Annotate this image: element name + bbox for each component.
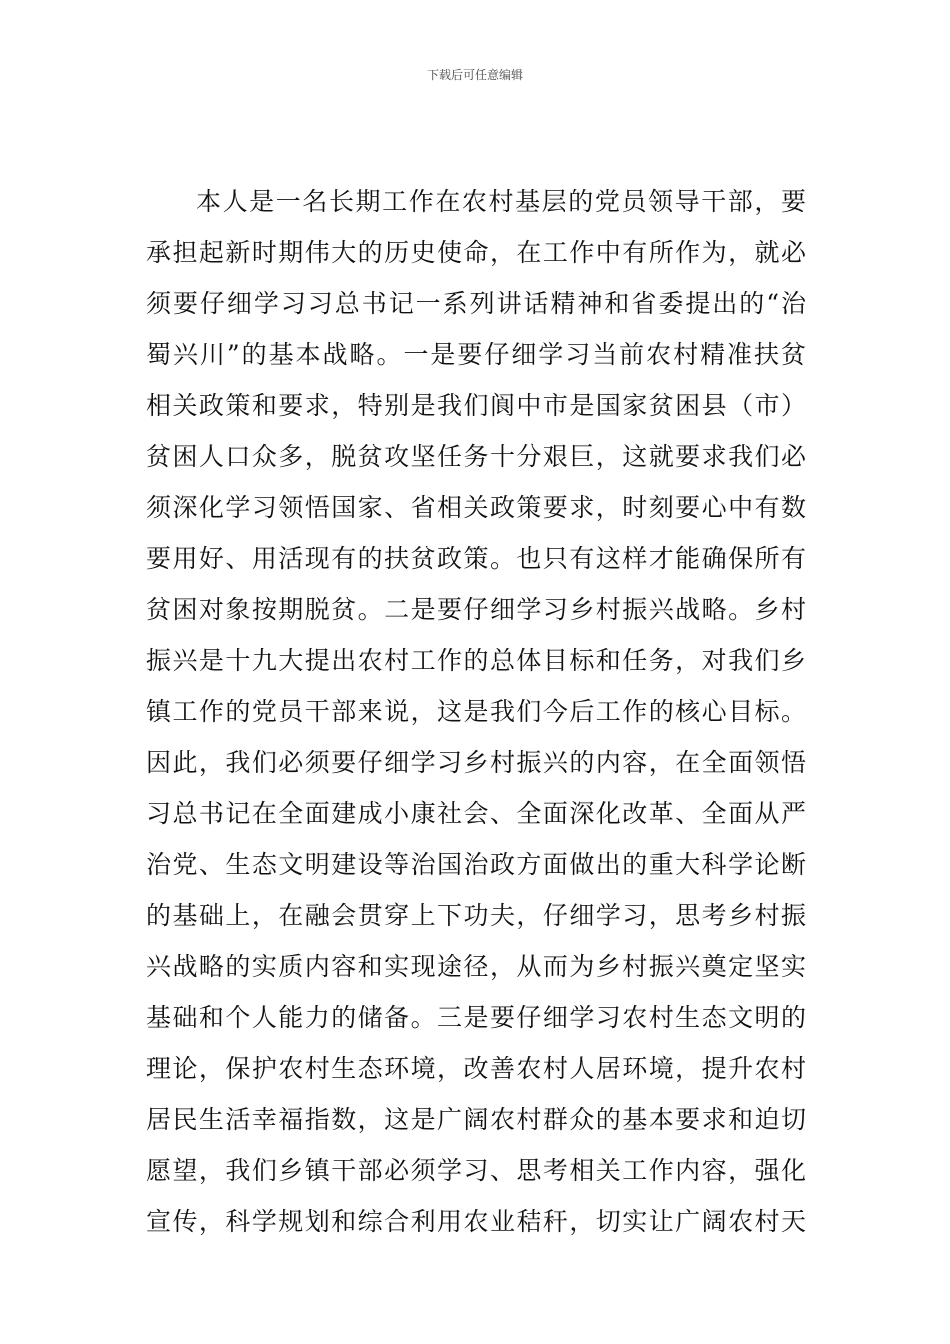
paragraph-line: 基础和个人能力的储备。三是要仔细学习农村生态文明的 (146, 1003, 806, 1032)
paragraph-line: 愿望，我们乡镇干部必须学习、思考相关工作内容，强化 (146, 1156, 806, 1185)
paragraph-line: 振兴是十九大提出农村工作的总体目标和任务，对我们乡 (146, 646, 806, 675)
paragraph-line: 居民生活幸福指数，这是广阔农村群众的基本要求和迫切 (146, 1105, 806, 1134)
paragraph-line: 的基础上，在融会贯穿上下功夫，仔细学习，思考乡村振 (146, 901, 806, 930)
document-body (146, 176, 806, 1247)
paragraph-line: 贫困对象按期脱贫。二是要仔细学习乡村振兴战略。乡村 (146, 595, 806, 624)
paragraph-line: 理论，保护农村生态环境，改善农村人居环境，提升农村 (146, 1054, 806, 1083)
paragraph-line: 承担起新时期伟大的历史使命，在工作中有所作为，就必 (146, 238, 806, 267)
paragraph-line: 本人是一名长期工作在农村基层的党员领导干部，要 (196, 187, 806, 216)
paragraph-line: 贫困人口众多，脱贫攻坚任务十分艰巨，这就要求我们必 (146, 442, 806, 471)
page-header-note: 下载后可任意编辑 (426, 68, 523, 82)
paragraph-line: 要用好、用活现有的扶贫政策。也只有这样才能确保所有 (146, 544, 806, 573)
paragraph-line: 兴战略的实质内容和实现途径，从而为乡村振兴奠定坚实 (146, 952, 806, 981)
paragraph-line: 习总书记在全面建成小康社会、全面深化改革、全面从严 (146, 799, 806, 828)
paragraph-line: 相关政策和要求，特别是我们阆中市是国家贫困县（市） (146, 391, 806, 420)
paragraph-line: 因此，我们必须要仔细学习乡村振兴的内容，在全面领悟 (146, 748, 806, 777)
paragraph-line: 宣传，科学规划和综合利用农业秸秆，切实让广阔农村天 (146, 1207, 806, 1236)
paragraph-line: 蜀兴川”的基本战略。一是要仔细学习当前农村精准扶贫 (146, 340, 806, 369)
paragraph-line: 治党、生态文明建设等治国治政方面做出的重大科学论断 (146, 850, 806, 879)
paragraph-line: 须深化学习领悟国家、省相关政策要求，时刻要心中有数 (146, 493, 806, 522)
paragraph-line: 镇工作的党员干部来说，这是我们今后工作的核心目标。 (146, 697, 806, 726)
paragraph-line: 须要仔细学习习总书记一系列讲话精神和省委提出的“治 (146, 289, 806, 318)
